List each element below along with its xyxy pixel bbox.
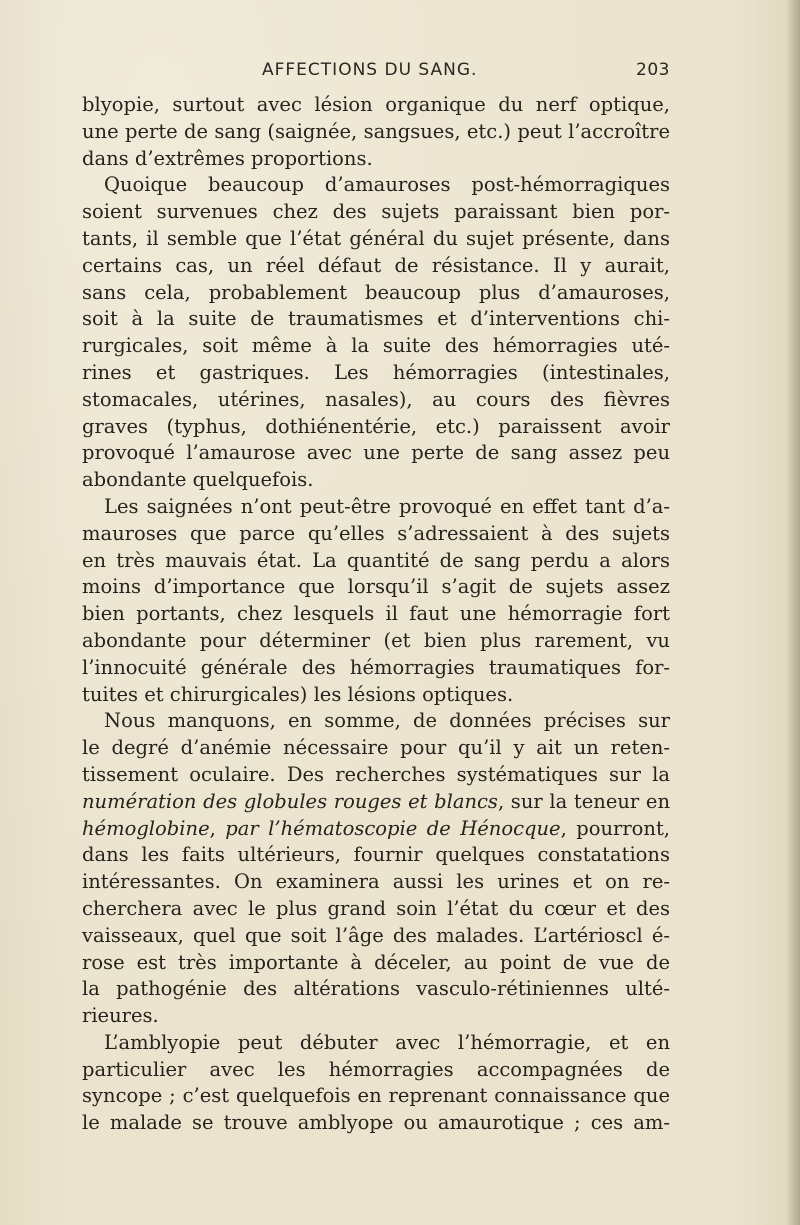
text-line: bien portants, chez lesquels il faut une hémorragie fort	[82, 602, 670, 626]
text-line: certains cas, un réel défaut de résistance. Il y aurait,	[82, 253, 670, 277]
page-edge-shadow	[786, 0, 800, 1225]
text-line: cherchera avec le plus grand soin l’état du cœur et des	[82, 896, 670, 920]
text-segment: , pourront,	[560, 816, 670, 840]
text-line: provoqué l’amaurose avec une perte de sang assez peu	[82, 441, 670, 465]
text-segment: , sur la teneur en	[497, 789, 670, 813]
page-header	[82, 60, 670, 88]
text-line: rose est très importante à déceler, au point de vue de	[82, 950, 670, 974]
page-number: 203	[636, 60, 670, 80]
text-line: L’amblyopie peut débuter avec l’hémorragie, et en	[104, 1030, 670, 1054]
italic-phrase: numération des globules rouges et blancs	[82, 789, 498, 813]
text-line: Les saignées n’ont peut-être provoqué en effet tant d’a-	[104, 494, 670, 518]
text-line: rines et gastriques. Les hémorragies (intestinales,	[82, 360, 670, 384]
text-segment: ,	[209, 816, 226, 840]
text-line: abondante quelquefois.	[82, 468, 314, 492]
text-line: soit à la suite de traumatismes et d’interventions chi-	[82, 307, 670, 331]
running-title: AFFECTIONS DU SANG.	[262, 60, 478, 80]
text-line: sans cela, probablement beaucoup plus d’amauroses,	[82, 280, 670, 304]
text-line: intéressantes. On examinera aussi les urines et on re-	[82, 870, 670, 894]
text-line: tissement oculaire. Des recherches systématiques sur la	[82, 762, 670, 786]
text-line: blyopie, surtout avec lésion organique du nerf optique,	[82, 93, 670, 116]
text-line: la pathogénie des altérations vasculo-rétiniennes ulté-	[82, 977, 670, 1001]
text-line: particulier avec les hémorragies accompagnées de	[82, 1057, 670, 1081]
text-line: rurgicales, soit même à la suite des hémorragies uté-	[82, 334, 670, 358]
text-line: le degré d’anémie nécessaire pour qu’il y ait un reten-	[82, 736, 670, 760]
text-line: dans les faits ultérieurs, fournir quelques constatations	[82, 843, 670, 867]
text-line: Nous manquons, en somme, de données précises sur	[104, 709, 670, 733]
italic-phrase: par l’hématoscopie de Hénocque	[225, 816, 561, 840]
text-line: graves (typhus, dothiénentérie, etc.) paraissent avoir	[82, 414, 670, 438]
italic-phrase: hémoglobine	[82, 816, 210, 840]
text-line: stomacales, utérines, nasales), au cours des fièvres	[82, 387, 670, 411]
text-line: soient survenues chez des sujets paraissant bien por-	[82, 200, 670, 224]
body-text	[82, 92, 670, 1137]
text-line: Quoique beaucoup d’amauroses post-hémorragiques	[104, 173, 670, 197]
text-line: abondante pour déterminer (et bien plus rarement, vu	[82, 628, 670, 652]
text-line: mauroses que parce qu’elles s’adressaient à des sujets	[82, 521, 670, 545]
text-line: rieures.	[82, 1004, 159, 1028]
text-line: vaisseaux, quel que soit l’âge des malades. L’artérioscl é-	[82, 923, 670, 947]
text-line-italic-mixed	[82, 789, 670, 816]
text-line-italic-mixed	[82, 816, 670, 843]
text-line: tuites et chirurgicales) les lésions optiques.	[82, 682, 514, 706]
text-line: en très mauvais état. La quantité de sang perdu a alors	[82, 548, 670, 572]
text-line: tants, il semble que l’état général du sujet présente, dans	[82, 226, 670, 250]
text-line: une perte de sang (saignée, sangsues, etc.) peut l’accroître	[82, 119, 670, 143]
text-line: l’innocuité générale des hémorragies traumatiques for-	[82, 655, 670, 679]
text-line: dans d’extrêmes proportions.	[82, 146, 373, 170]
text-line: syncope ; c’est quelquefois en reprenant connaissance que	[82, 1084, 670, 1108]
text-line: le malade se trouve amblyope ou amaurotique ; ces am-	[82, 1111, 670, 1135]
text-line: moins d’importance que lorsqu’il s’agit de sujets assez	[82, 575, 670, 599]
